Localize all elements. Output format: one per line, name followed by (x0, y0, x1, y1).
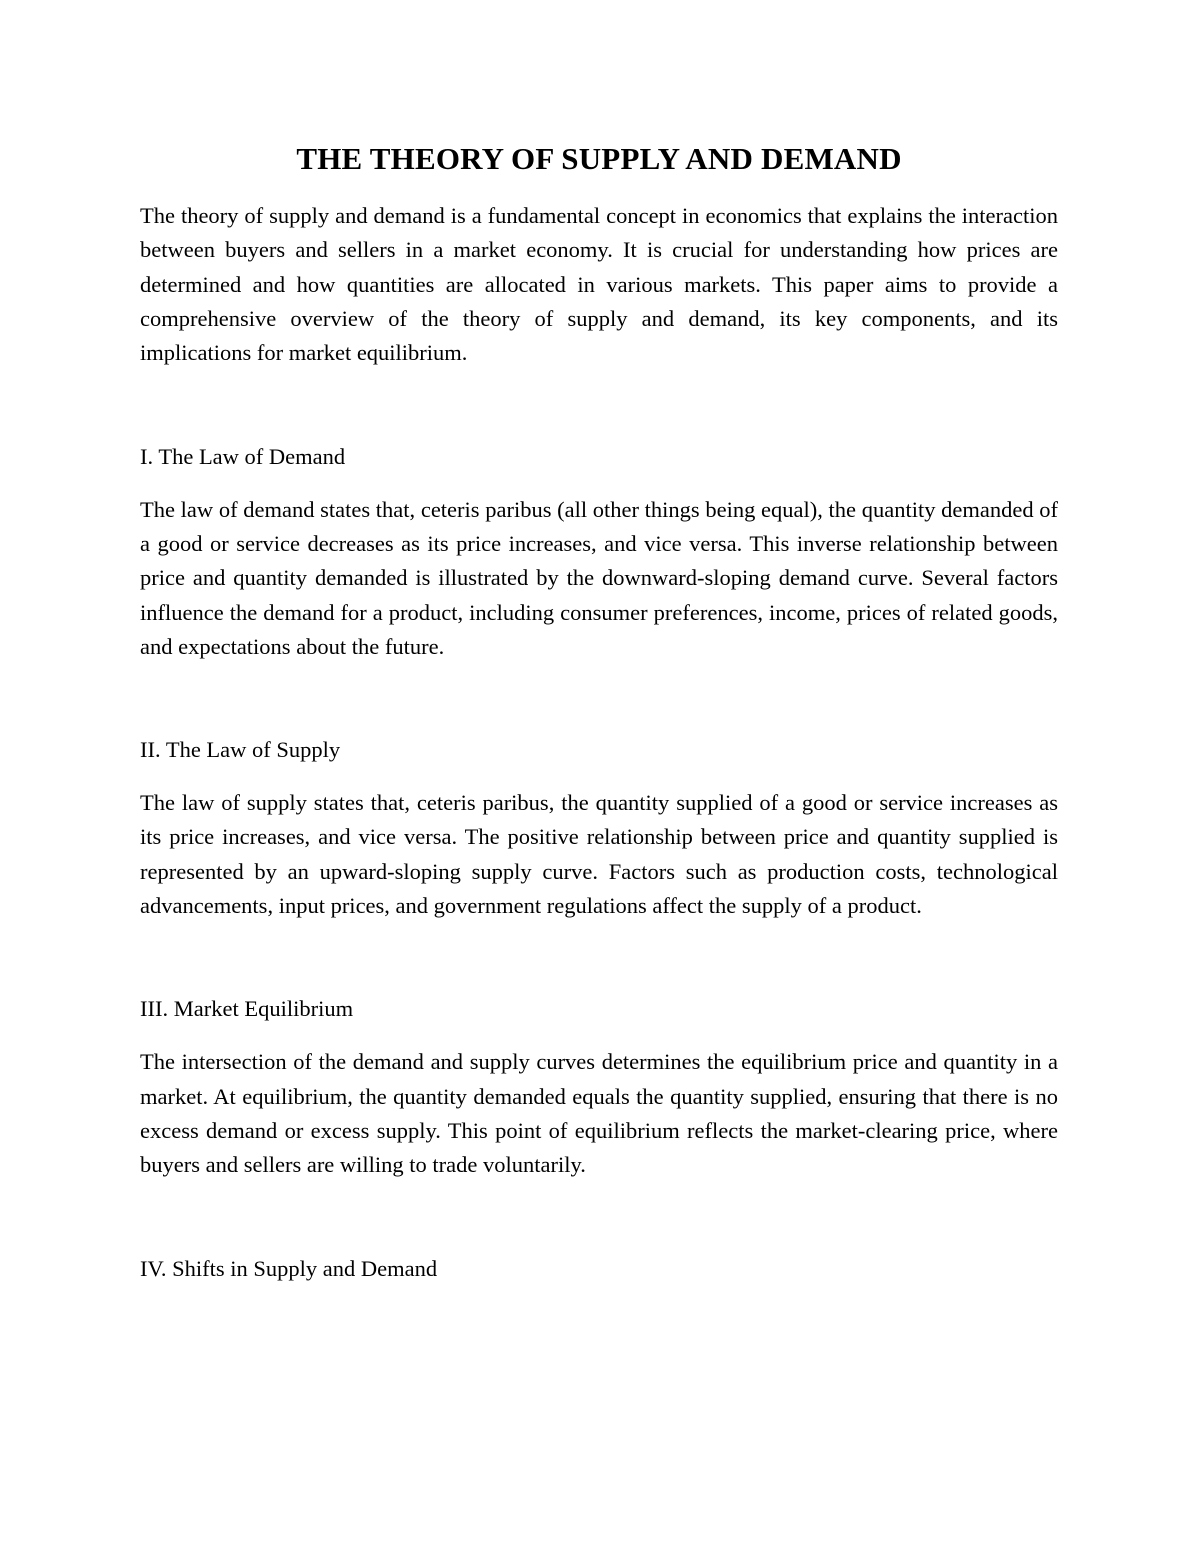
section-heading: III. Market Equilibrium (140, 996, 354, 1022)
section-heading: II. The Law of Supply (140, 737, 341, 763)
section-body: The law of demand states that, ceteris paribus (all other things being equal), the quantity demanded of a good or service decreases as its price increases, and vice versa. This inverse relationship between price and quantity demanded is illustrated by the downward-sloping demand curve. Several factors influence the demand for a product, including consumer preferences, income, prices of related goods, and expectations about the future. (140, 496, 1058, 659)
section-shifts (140, 1252, 1058, 1286)
section-body: The law of supply states that, ceteris paribus, the quantity supplied of a good or service increases as its price increases, and vice versa. The positive relationship between price and quantity supplied is represented by an upward-sloping supply curve. Factors such as production costs, technological advancements, input prices, and government regulations affect the supply of a product. (140, 790, 1058, 919)
document-page (140, 140, 1058, 1305)
section-market-equilibrium (140, 992, 1058, 1182)
section-law-of-supply (140, 733, 1058, 923)
section-body: The intersection of the demand and supply curves determines the equilibrium price and quantity in a market. At equilibrium, the quantity demanded equals the quantity supplied, ensuring that there is no excess demand or excess supply. This point of equilibrium reflects the market-clearing price, where buyers and sellers are willing to trade voluntarily. (140, 1049, 1058, 1178)
document-title: THE THEORY OF SUPPLY AND DEMAND (296, 141, 902, 176)
section-heading: IV. Shifts in Supply and Demand (140, 1255, 438, 1281)
section-law-of-demand (140, 440, 1058, 664)
section-heading: I. The Law of Demand (140, 443, 346, 469)
intro-paragraph: The theory of supply and demand is a fundamental concept in economics that explains the interaction between buyers and sellers in a market economy. It is crucial for understanding how prices are determined and how quantities are allocated in various markets. This paper aims to provide a comprehensive overview of the theory of supply and demand, its key components, and its implications for market equilibrium. (140, 203, 1058, 366)
